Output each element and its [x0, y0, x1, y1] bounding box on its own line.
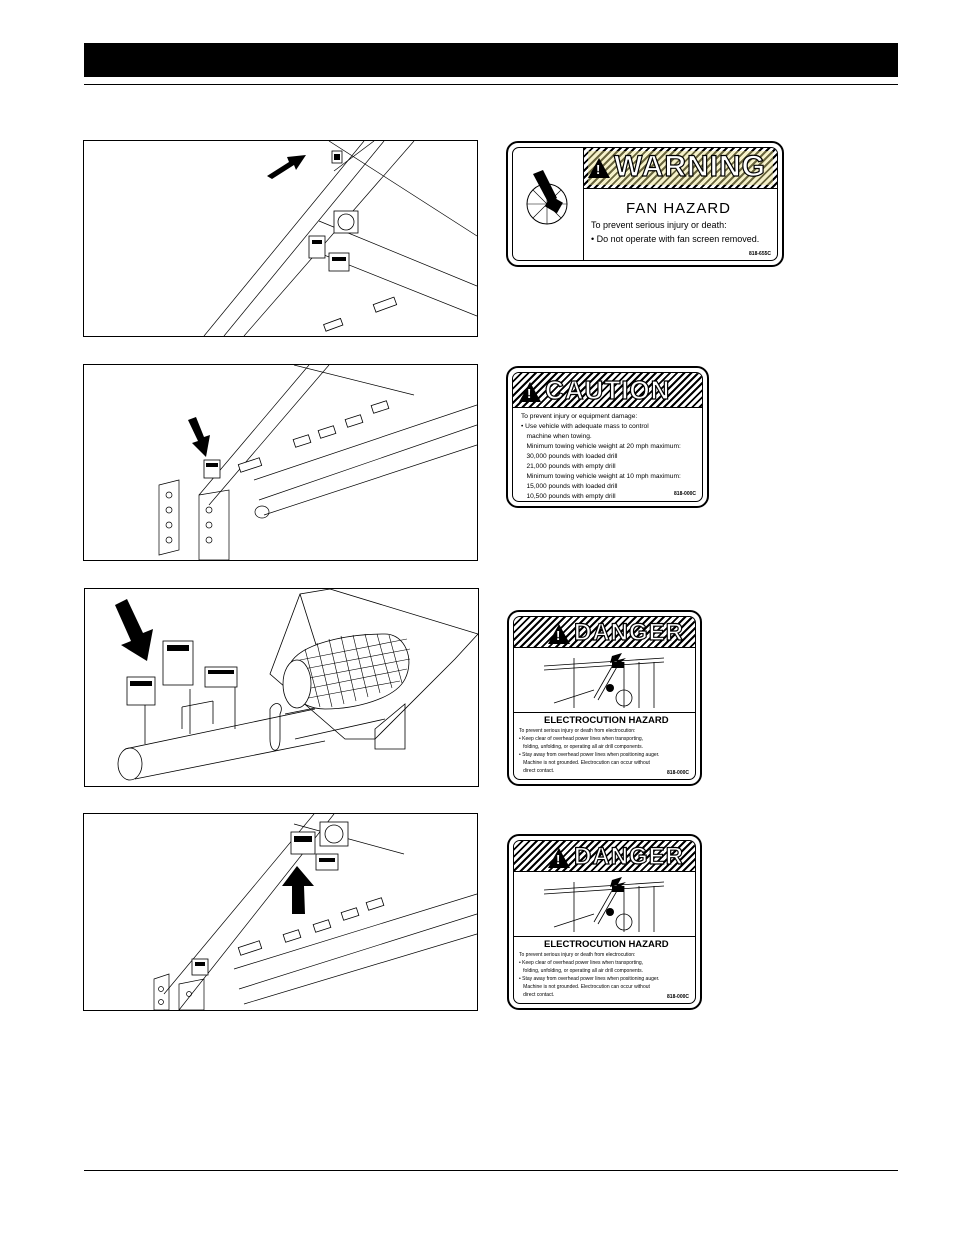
warning-code: 818-655C: [749, 251, 771, 257]
illustration-frame-decal-location-3: [83, 813, 478, 1011]
warning-signal-word: [588, 150, 766, 184]
danger1-line-4: • Stay away from overhead power lines when positioning auger.: [519, 752, 660, 758]
caution-line-1: To prevent injury or equipment damage:: [521, 413, 638, 420]
danger-label-2: DANGER: [574, 843, 685, 870]
danger1-line-3: folding, unfolding, or operating all air drill components.: [519, 744, 643, 750]
danger-decal-1: [507, 610, 702, 786]
caution-header: [513, 373, 702, 408]
caution-line-7: Minimum towing vehicle weight at 10 mph maximum:: [521, 473, 681, 480]
footer-rule: [84, 1170, 898, 1171]
caution-code: 818-000C: [674, 491, 696, 497]
danger1-code: 818-000C: [667, 770, 689, 776]
warning-hazard: FAN HAZARD: [626, 200, 732, 217]
danger-hazard-1: ELECTROCUTION HAZARD: [544, 715, 669, 726]
danger2-code: 818-000C: [667, 994, 689, 1000]
alert-triangle-icon: [548, 624, 570, 644]
fan-pictogram-panel: [513, 148, 584, 260]
caution-signal-word: [519, 375, 670, 406]
caution-label: CAUTION: [545, 375, 671, 405]
caution-line-4: Minimum towing vehicle weight at 20 mph maximum:: [521, 443, 681, 450]
frame-drawing-2: [84, 814, 477, 1010]
illustration-frame-decal-location-2: [83, 364, 478, 561]
arrow-icon: [115, 599, 153, 661]
danger-signal-word-1: [548, 619, 684, 647]
illustration-frame-decal-location-1: [83, 140, 478, 337]
danger2-line-6: direct contact.: [519, 992, 555, 998]
danger2-line-2: • Keep clear of overhead power lines when transporting,: [519, 960, 644, 966]
danger-header-1: [514, 617, 695, 648]
danger1-line-1: To prevent serious injury or death from electrocution:: [519, 728, 636, 734]
caution-line-9: 10,500 pounds with empty drill: [521, 493, 616, 500]
danger1-line-6: direct contact.: [519, 768, 555, 774]
warning-label: WARNING: [614, 150, 766, 183]
danger2-line-5: Machine is not grounded. Electrocution can occur without: [519, 984, 650, 990]
caution-line-8: 15,000 pounds with loaded drill: [521, 483, 618, 490]
electrocution-pictogram: [514, 872, 695, 937]
danger-header-2: [514, 841, 695, 872]
arrow-icon: [267, 155, 306, 179]
danger2-line-1: To prevent serious injury or death from electrocution:: [519, 952, 636, 958]
danger-signal-word-2: [548, 843, 684, 871]
warning-header: [584, 148, 777, 189]
danger2-line-3: folding, unfolding, or operating all air drill components.: [519, 968, 643, 974]
alert-triangle-icon: [548, 848, 570, 868]
warning-line-2: • Do not operate with fan screen removed.: [591, 234, 760, 244]
screen-drum: [283, 634, 410, 709]
danger-decal-2: [507, 834, 702, 1010]
caution-line-6: 21,000 pounds with empty drill: [521, 463, 616, 470]
alert-triangle-icon: [588, 158, 610, 178]
header-rule: [84, 84, 898, 85]
danger-hazard-2: ELECTROCUTION HAZARD: [544, 939, 669, 950]
danger1-line-5: Machine is not grounded. Electrocution can occur without: [519, 760, 650, 766]
danger-label-1: DANGER: [574, 619, 685, 646]
warning-line-1: To prevent serious injury or death:: [591, 220, 727, 230]
caution-line-5: 30,000 pounds with loaded drill: [521, 453, 618, 460]
illustration-auger-decal-location: [84, 588, 479, 787]
caution-line-2: • Use vehicle with adequate mass to control: [521, 423, 649, 430]
caution-line-3: machine when towing.: [521, 433, 592, 440]
danger2-line-4: • Stay away from overhead power lines when positioning auger.: [519, 976, 660, 982]
alert-triangle-icon: [519, 382, 541, 402]
electrocution-pictogram: [514, 648, 695, 713]
header-bar: [84, 43, 898, 77]
caution-decal: [506, 366, 709, 508]
warning-decal: [506, 141, 784, 267]
auger-drawing: [85, 589, 478, 786]
fan-hand-icon: [513, 148, 583, 260]
arrow-icon: [188, 417, 210, 457]
hitch-drawing: [84, 365, 477, 560]
frame-drawing: [84, 141, 477, 336]
danger1-line-2: • Keep clear of overhead power lines when transporting,: [519, 736, 644, 742]
